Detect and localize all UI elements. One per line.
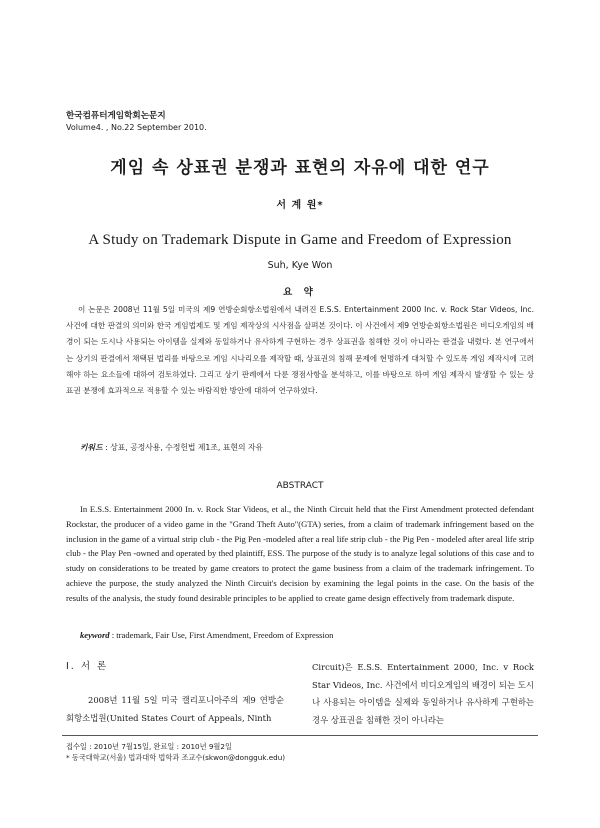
english-keywords-list: : trademark, Fair Use, First Amendment, Freedom of Expression — [109, 630, 334, 640]
korean-keywords — [80, 442, 540, 453]
english-keywords — [80, 630, 540, 640]
english-abstract-heading: ABSTRACT — [276, 481, 324, 491]
body-column-left — [66, 658, 284, 727]
author-english: Suh, Kye Won — [267, 260, 333, 271]
english-abstract-text: In E.S.S. Entertainment 2000 In. v. Rock Star Videos, et al., the Ninth Circuit held that the First Amendment protected defendant Rockstar, the producer of a video game in the "Grand Theft Auto"(GTA) series, from a claim of trademark infringement based on the inclusion in the game of a virtual strip club - the Pig Pen -modeled after a real life strip club - the Pig Pen - modeled after areal life strip club - the Play Pen -owned and operated by thed plaintiff, ESS. The purpose of the study is to analyze legal solutions of this case and to study on considerations to be treated by game creators to protect the game business from a claim of the trademark infringement. To achieve the purpose, the study analyzed the Ninth Circuit's decision by examining the legal points in the case. On the basis of the results of the analysis, the study found desirable principles to be applied to create game design effectively from trademark dispute. — [66, 504, 534, 603]
korean-abstract-text: 이 논문은 2008년 11월 5일 미국의 제9 연방순회항소법원에서 내려진 E.S.S. Entertainment 2000 Inc. v. Rock Star Videos, Inc. 사건에 대한 판결의 의미와 한국 게임법제도 및 게임 제작상의 시사점을 살펴본 것이다. 이 사건에서 제9 연방순회항소법원은 비디오게임의 배경이 되는 도시나 사용되는 아이템을 실제와 동일하거나 유사하게 구현하는 경우 상표권을 침해한 것이 아니라는 판결을 내렸다. 본 연구에서는 상기의 판결에서 채택된 법리를 바탕으로 게임 시나리오를 제작할 때, 상표권의 침해 문제에 현명하게 대처할 수 있도록 게임 제작시에 고려해야 하는 요소들에 대하여 검토하였다. 그리고 상기 판례에서 다룬 쟁점사항을 분석하고, 이를 바탕으로 하여 게임 제작시 발생할 수 있는 상표권 분쟁에 효과적으로 적용할 수 있는 바람직한 방안에 대하여 연구하였다. — [66, 305, 534, 396]
author-korean: 서 계 원* — [276, 200, 324, 211]
introduction-paragraph-left: 2008년 11월 5일 미국 캘리포니아주의 제9 연방순회항소법원(United States Court of Appeals, Ninth — [66, 695, 284, 723]
introduction-paragraph-right: Circuit)은 E.S.S. Entertainment 2000, Inc. v Rock Star Videos, Inc. 사건에서 비디오게임의 배경이 되는 도시나 사용되는 아이템을 실제와 동일하거나 유사하게 구현하는 경우 상표권을 침해한 것이 아니라는 — [312, 662, 534, 725]
footnote-dates: 접수일 : 2010년 7월15일, 완료일 : 2010년 9월2일 — [66, 742, 232, 751]
journal-volume: Volume4. , No.22 September 2010. — [66, 123, 207, 132]
footnote-affiliation: * 동국대학교(서울) 법과대학 법학과 조교수(skwon@dongguk.edu) — [66, 753, 286, 762]
paper-title-korean: 게임 속 상표권 분쟁과 표현의 자유에 대한 연구 — [110, 158, 490, 178]
korean-keywords-list: : 상표, 공정사용, 수정헌법 제1조, 표현의 자유 — [102, 443, 264, 452]
journal-name: 한국컴퓨터게임학회논문지 — [66, 111, 166, 121]
footnotes — [66, 741, 536, 763]
korean-keywords-label: 키워드 — [80, 443, 103, 452]
section-heading-introduction: Ⅰ. 서 론 — [66, 661, 109, 672]
paper-title-english: A Study on Trademark Dispute in Game and Freedom of Expression — [88, 232, 512, 248]
footnote-divider — [62, 735, 538, 736]
korean-abstract-heading: 요 약 — [283, 287, 317, 298]
english-keywords-label: keyword — [80, 630, 110, 640]
journal-header — [66, 111, 366, 133]
body-column-right — [312, 659, 534, 729]
